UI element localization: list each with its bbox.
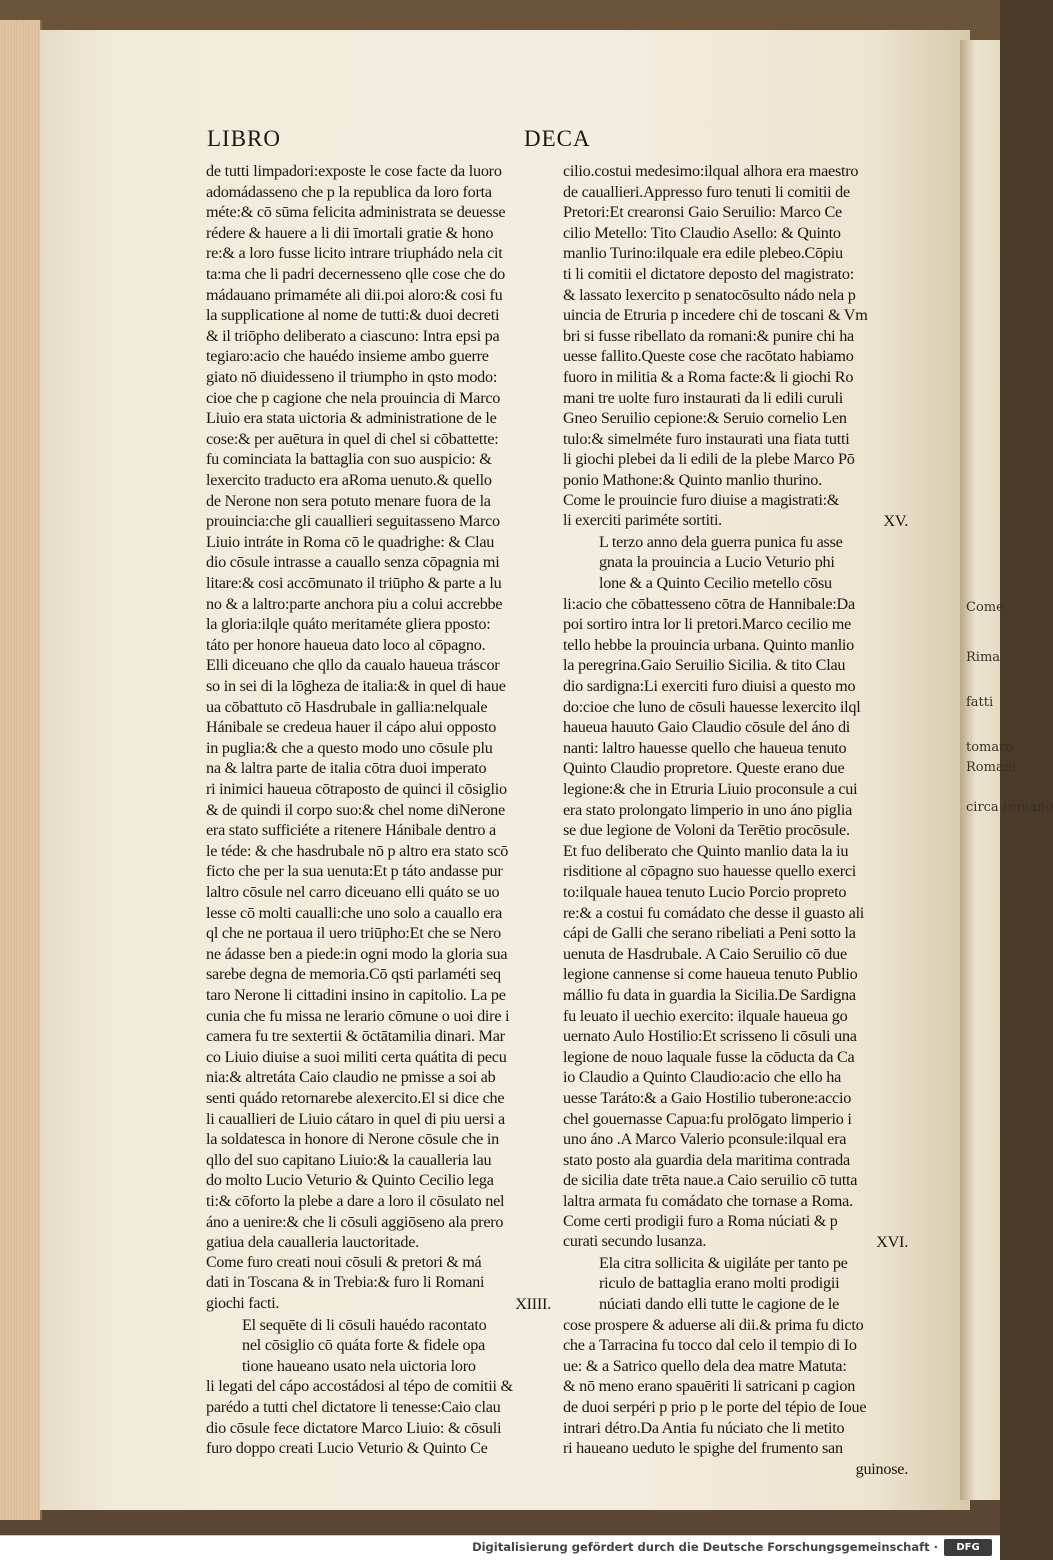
text-line: ua cōbattuto cō Hasdrubale in gallia:nelquale xyxy=(206,697,488,716)
text-line: poi sortiro intra lor li pretori.Marco cecilio me xyxy=(563,615,852,634)
book-page-edges xyxy=(0,20,42,1520)
text-line: Elli diceuano che qllo da caualo haueua tráscor xyxy=(206,656,500,675)
text-line: nel cōsiglio cō quáta forte & fidele opa xyxy=(242,1336,486,1355)
running-head-right: DECA xyxy=(524,126,591,151)
text-line: ri haueano ueduto le spighe del frumento san xyxy=(563,1439,843,1458)
text-line: risditione al cōpagno suo hauesse quello exerci xyxy=(563,862,857,881)
next-page-fragment: tomaro xyxy=(966,740,1014,755)
text-line: nia:& altretáta Caio claudio ne pmisse a soi ab xyxy=(206,1068,496,1087)
text-line: no & a laltro:parte anchora piu a colui accrebbe xyxy=(206,594,503,613)
chapter-number: XV. xyxy=(883,512,908,531)
chapter-heading-line: Come furo creati noui cōsuli & pretori & má xyxy=(206,1253,482,1271)
text-line: bri si fusse ribellato da romani:& punire chi ha xyxy=(563,326,854,345)
text-line: de tutti limpadori:exposte le cose facte da luoro xyxy=(206,162,502,180)
text-line: Liuio intráte in Roma cō le quadrighe: & Clau xyxy=(206,532,495,551)
text-line: guinose. xyxy=(855,1459,908,1478)
text-line: ri inimici haueua cōtraposto de quinci il cōsiglio xyxy=(206,780,507,798)
text-line: táto per honore haueua dato loco al cōpagno. xyxy=(206,635,486,654)
text-line: camera fu tre sextertii & ōctātamilia dinari. Mar xyxy=(206,1027,505,1046)
text-line: cioe che p cagione che nela prouincia di Marco xyxy=(206,388,501,407)
text-line: tulo:& simelméte furo instaurati una fiata tutti xyxy=(563,429,850,448)
text-line: parédo a tutti chel dictatore li tenesse:Caio clau xyxy=(206,1398,501,1416)
chapter-number: XIIII. xyxy=(515,1295,551,1313)
text-line: na & laltra parte de italia cōtra duoi imperato xyxy=(206,759,487,778)
text-line: io Claudio a Quinto Claudio:acio che ello ha xyxy=(563,1068,842,1087)
text-line: cose:& per auētura in quel di chel si cōbattette: xyxy=(206,429,499,448)
text-line: Ela citra sollicita & uigiláte per tanto pe xyxy=(599,1253,848,1272)
text-line: Liuio era stata uictoria & administratione de le xyxy=(206,409,497,428)
next-page-fragment: fatti xyxy=(966,695,994,710)
text-line: uenuta de Hasdrubale. A Caio Seruilio cō due xyxy=(563,944,847,963)
text-line: qllo del suo capitano Liuio:& la caualleria lau xyxy=(206,1150,492,1169)
chapter-number: XVI. xyxy=(876,1233,908,1252)
text-line: lexercito traducto era aRoma uenuto.& quello xyxy=(206,471,492,489)
text-line: uernato Aulo Hostilio:Et scrisseno li cōsuli una xyxy=(563,1027,857,1046)
text-line: to:ilquale hauea tenuto Lucio Porcio propreto xyxy=(563,883,847,901)
book-page xyxy=(40,30,970,1510)
text-line: & nō meno erano spauēriti li satricani p cagion xyxy=(563,1377,856,1396)
text-line: Gneo Seruilio cepione:& Seruio cornelio Len xyxy=(563,409,847,428)
funding-credit: Digitalisierung gefördert durch die Deutsche Forschungsgemeinschaft · xyxy=(472,1540,938,1554)
text-line: de Nerone non sera potuto menare fuora de la xyxy=(206,491,491,510)
text-line: cose prospere & aduerse ali dii.& prima fu dicto xyxy=(563,1315,864,1334)
text-line: prouincia:che gli cauallieri seguitasseno Marco xyxy=(206,512,500,531)
text-line: haueua hauuto Gaio Claudio cōsule del áno di xyxy=(563,718,851,737)
text-line: ue: & a Satrico quello dela dea matre Matuta: xyxy=(563,1356,847,1375)
text-line: mállio fu data in guardia la Sicilia.De Sardigna xyxy=(563,986,856,1004)
text-line: Pretori:Et crearonsi Gaio Seruilio: Marco Ce xyxy=(563,203,842,222)
text-line: taro Nerone li cittadini insino in capitolio. La pe xyxy=(206,986,506,1004)
text-line: la gloria:ilqle quáto meritaméte gliera pposto: xyxy=(206,615,491,634)
text-line: rédere & hauere a li dii īmortali gratie & hono xyxy=(206,223,494,242)
text-line: fu leuato il uechio exercito: ilquale haueua go xyxy=(563,1006,848,1025)
text-line: tione haueano usato nela uictoria loro xyxy=(242,1356,476,1375)
text-line: do:cioe che luno de cōsuli hauesse lexercito ilql xyxy=(563,697,861,716)
text-line: & il triōpho deliberato a ciascuno: Intra epsi pa xyxy=(206,326,500,345)
text-line: uesse fallito.Queste cose che racōtato habiamo xyxy=(563,347,854,366)
text-line: ti li comitii el dictatore deposto del magistrato: xyxy=(563,265,854,283)
text-line: giato nō diuidesseno il triumpho in qsto modo: xyxy=(206,368,498,386)
text-line: cunia che fu missa ne lerario cōmune o uoi dire i xyxy=(206,1006,510,1025)
text-line: ficto che per la sua uenuta:Et p táto andasse pur xyxy=(206,862,503,881)
text-line: lone & a Quinto Cecilio metello cōsu xyxy=(599,574,832,592)
text-line: manlio Turino:ilquale era edile plebeo.Cōpiu xyxy=(563,244,843,263)
text-line: li:acio che cōbattesseno cōtra de Hannibale:Da xyxy=(563,594,855,613)
text-line: senti quádo retornarebe alexercito.El si dice che xyxy=(206,1089,505,1107)
text-line: adomádasseno che p la republica da loro forta xyxy=(206,182,492,201)
text-line: chel gouernasse Capua:fu prolōgato limperio i xyxy=(563,1109,852,1128)
text-line: la peregrina.Gaio Seruilio Sicilia. & tito Clau xyxy=(563,656,846,675)
chapter-heading-line: li exerciti pariméte sortiti. xyxy=(563,512,722,530)
text-line: cilio Metello: Tito Claudio Asello: & Quinto xyxy=(563,223,841,242)
text-line: litare:& cosi accōmunato il triūpho & parte a lu xyxy=(206,574,502,592)
text-line: re:& a loro fusse licito intrare triuphádo nela cit xyxy=(206,244,503,263)
text-line: intrari détro.Da Antia fu núciato che li metito xyxy=(563,1418,845,1437)
text-line: li legati del cápo accostádosi al tépo de comitii & xyxy=(206,1377,513,1396)
text-line: fu cominciata la battaglia con suo auspicio: & xyxy=(206,450,492,469)
text-line: la supplicatione al nome de tutti:& duoi decreti xyxy=(206,306,500,325)
text-line: & de quindi il corpo suo:& chel nome diNerone xyxy=(206,800,505,819)
text-line: L terzo anno dela guerra punica fu asse xyxy=(599,532,843,551)
chapter-heading-line: curati secundo lusanza. xyxy=(563,1233,707,1251)
text-line: Hánibale se credeua hauer il cápo alui opposto xyxy=(206,718,497,737)
text-line: re:& a costui fu comádato che desse il guasto ali xyxy=(563,903,865,922)
text-line: de cauallieri.Appresso furo tenuti li comitii de xyxy=(563,182,850,201)
text-line: El sequēte di li cōsuli hauédo racontato xyxy=(242,1315,487,1334)
text-line: de duoi serpéri p prio p le porte del tépio de Ioue xyxy=(563,1398,867,1416)
text-line: furo doppo creati Lucio Veturio & Quinto Ce xyxy=(206,1439,488,1458)
next-page-fragment: Romani xyxy=(966,760,1017,775)
text-line: fuoro in militia & a Roma facte:& li giochi Ro xyxy=(563,368,854,386)
text-line: tello hebbe la prouincia urbana. Quinto manlio xyxy=(563,635,855,654)
text-line: gnata la prouincia a Lucio Veturio phi xyxy=(599,553,835,572)
text-line: li giochi plebei da li edili de la plebe Marco Pō xyxy=(563,450,855,469)
text-line: legione:& che in Etruria Liuio proconsule a cui xyxy=(563,780,858,798)
text-line: Et fuo deliberato che Quinto manlio data la iu xyxy=(563,841,849,860)
text-line: uno áno .A Marco Valerio pconsule:ilqual era xyxy=(563,1130,847,1149)
text-line: legione cannense si come haueua tenuto Publio xyxy=(563,965,858,984)
text-line: sarebe degna de memoria.Cō qsti parlaméti seq xyxy=(206,965,501,984)
text-line: che a Tarracina fu tocco dal celo il tempio di Io xyxy=(563,1336,857,1355)
text-line: in puglia:& che a questo modo uno cōsule plu xyxy=(206,738,493,757)
text-line: lesse cō molti caualli:che uno solo a cauallo era xyxy=(206,903,503,922)
text-line: mádauano primaméte ali dii.poi aloro:& cosi fu xyxy=(206,285,503,304)
text-line: áno a uenire:& che li cōsuli aggiōseno ala prero xyxy=(206,1212,504,1231)
text-line: so in sei di la lōgheza de italia:& in quel di haue xyxy=(206,677,506,695)
text-line: dio cōsule intrasse a cauallo senza cōpagnia mi xyxy=(206,553,500,572)
next-page-edge xyxy=(960,40,1053,1500)
text-line: ta:ma che li padri decernesseno qlle cose che do xyxy=(206,265,506,283)
text-line: dio cōsule fece dictatore Marco Liuio: & cōsuli xyxy=(206,1418,502,1437)
text-line: núciati dando elli tutte le cagione de le xyxy=(599,1295,840,1313)
next-page-fragment: Come xyxy=(966,600,1004,615)
chapter-heading-line: dati in Toscana & in Trebia:& furo li Romani xyxy=(206,1274,485,1292)
next-page-fragment: Rima xyxy=(966,650,1001,665)
text-line: li cauallieri de Liuio cátaro in quel di piu uersi a xyxy=(206,1109,505,1128)
text-line: nanti: laltro hauesse quello che haueua tenuto xyxy=(563,738,847,757)
text-line: se due legione de Voloni da Terētio procōsule. xyxy=(563,821,850,840)
text-line: le téde: & che hasdrubale nō p altro era stato scō xyxy=(206,841,509,860)
text-line: gatiua dela caualleria lauctoritade. xyxy=(206,1233,420,1252)
dfg-logo: DFG xyxy=(944,1539,992,1556)
chapter-heading-line: giochi facti. xyxy=(206,1295,280,1312)
text-line: co Liuio diuise a suoi militi certa quátita di pecu xyxy=(206,1047,507,1066)
text-line: & lassato lexercito p senatocōsulto nádo nela p xyxy=(563,285,856,304)
digitization-footer xyxy=(0,1535,1000,1560)
text-line: uesse Taráto:& a Gaio Hostilio tuberone:accio xyxy=(563,1089,852,1107)
text-line: tegiaro:acio che hauédo insieme ambo guerre xyxy=(206,347,489,366)
text-line: la soldatesca in honore di Nerone cōsule che in xyxy=(206,1130,500,1149)
text-line: era stato sufficiéte a ritenere Hánibale dentro a xyxy=(206,821,496,840)
text-line: cápi de Galli che serano ribeliati a Peni sotto la xyxy=(563,924,856,943)
text-line: ti:& cōforto la plebe a dare a loro il cōsulato nel xyxy=(206,1192,505,1210)
text-line: riculo de battaglia erano molti prodigii xyxy=(599,1274,840,1293)
text-line: de sicilia date trēta naue.a Caio seruilio cō tutta xyxy=(563,1171,858,1190)
text-line: mani tre uolte furo instaurati da li edili curuli xyxy=(563,388,843,407)
text-line: do molto Lucio Veturio & Quinto Cecilio lega xyxy=(206,1171,494,1190)
text-line: stato posto ala guardia dela maritima contrada xyxy=(563,1150,850,1169)
text-line: uincia de Etruria p incedere chi de toscani & Vm xyxy=(563,306,868,325)
next-page-fragment: circa romano xyxy=(966,800,1053,815)
text-line: méte:& cō sūma felicita administrata se deuesse xyxy=(206,203,506,222)
text-line: laltra armata fu comádato che tornase a Roma. xyxy=(563,1192,853,1210)
text-line: Quinto Claudio propretore. Queste erano due xyxy=(563,759,845,778)
text-line: ql che ne portaua il uero triūpho:Et che se Nero xyxy=(206,924,502,943)
text-line: ponio Mathone:& Quinto manlio thurino. xyxy=(563,471,822,489)
text-line: cilio.costui medesimo:ilqual alhora era maestro xyxy=(563,162,859,180)
running-head-left: LIBRO xyxy=(207,126,281,151)
text-line: legione de nouo laquale fusse la cōducta da Ca xyxy=(563,1047,855,1066)
chapter-heading-line: Come le prouincie furo diuise a magistrati:& xyxy=(563,491,840,509)
text-line: dio sardigna:Li exerciti furo diuisi a questo mo xyxy=(563,677,856,695)
text-line: era stato prolongato limperio in uno áno piglia xyxy=(563,800,852,819)
text-line: laltro cōsule nel carro diceuano elli quáto se uo xyxy=(206,883,500,901)
text-line: ne ádasse ben a piede:in ogni modo la gloria sua xyxy=(206,944,508,963)
chapter-heading-line: Come certi prodigii furo a Roma núciati & p xyxy=(563,1212,838,1230)
